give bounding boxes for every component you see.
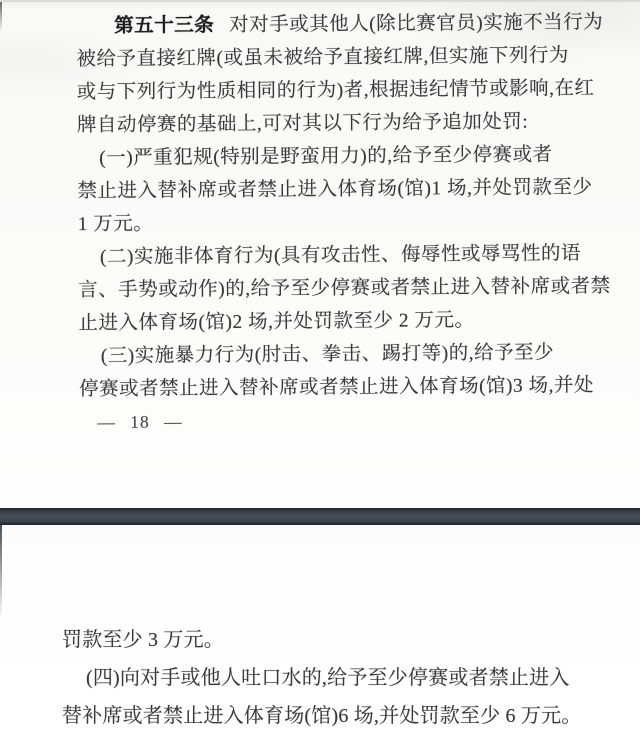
text-line: 被给予直接红牌(或虽未被给予直接红牌,但实施下列行为 — [76, 45, 569, 71]
text-line: 言、手势或动作)的,给予至少停赛或者禁止进入替补席或者禁 — [78, 275, 611, 302]
text-line-clause-2: (二)实施非体育行为(具有攻击性、侮辱性或辱骂性的语 — [99, 243, 582, 268]
text-line: 停赛或者禁止进入替补席或者禁止进入体育场(馆)3 场,并处 — [78, 375, 595, 401]
text-line-body: 对对手或其他人(除比赛官员)实施不当行为 — [229, 12, 604, 36]
text-line: 止进入体育场(馆)2 场,并处罚款至少 2 万元。 — [78, 310, 475, 335]
page-bottom-content — [0, 525, 640, 735]
document-page-bottom — [0, 525, 640, 735]
page-number: — 18 — — [97, 411, 183, 433]
text-line-clause-1: (一)严重犯规(特别是野蛮用力)的,给予至少停赛或者 — [99, 144, 553, 169]
page-separator-band — [0, 508, 640, 525]
text-line: 1 万元。 — [77, 213, 154, 236]
text-line: 罚款至少 3 万元。 — [62, 629, 224, 651]
text-line: 牌自动停赛的基础上,可对其以下行为给予追加处罚: — [76, 111, 529, 137]
scan-edge-artifact — [0, 525, 2, 620]
text-line: 替补席或者禁止进入体育场(馆)6 场,并处罚款至少 6 万元。 — [62, 705, 582, 727]
text-line-clause-4: (四)向对手或他人吐口水的,给予至少停赛或者禁止进入 — [86, 667, 570, 689]
text-line-clause-3: (三)实施暴力行为(肘击、拳击、踢打等)的,给予至少 — [100, 342, 555, 367]
article-number: 第五十三条 — [114, 15, 215, 37]
text-line: 或与下列行为性质相同的行为)者,根据违纪情节或影响,在红 — [76, 78, 595, 104]
text-line — [76, 6, 640, 43]
text-line: 禁止进入替补席或者禁止进入体育场(馆)1 场,并处罚款至少 — [77, 177, 593, 203]
